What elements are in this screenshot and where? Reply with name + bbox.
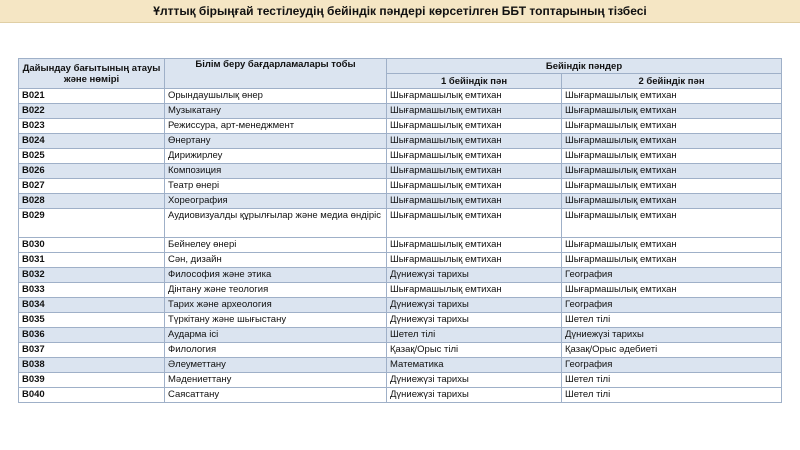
cell-subject-2: Шығармашылық емтихан [562,89,782,104]
cell-program-group: Хореография [165,194,387,209]
header-subject-1: 1 бейіндік пән [387,74,562,89]
cell-program-group: Түркітану және шығыстану [165,313,387,328]
page-title-banner [0,0,800,23]
cell-subject-2: Шығармашылық емтихан [562,209,782,238]
cell-subject-1: Шығармашылық емтихан [387,119,562,134]
header-profile-subjects: Бейіндік пәндер [387,59,782,74]
cell-subject-1: Дүниежүзі тарихы [387,373,562,388]
cell-subject-1: Шығармашылық емтихан [387,89,562,104]
table-row [19,134,782,149]
cell-subject-1: Дүниежүзі тарихы [387,298,562,313]
header-subject-2: 2 бейіндік пән [562,74,782,89]
cell-code: B024 [19,134,165,149]
cell-code: B022 [19,104,165,119]
cell-program-group: Әлеуметтану [165,358,387,373]
cell-subject-1: Шығармашылық емтихан [387,104,562,119]
cell-subject-2: Шығармашылық емтихан [562,179,782,194]
header-code-name: Дайындау бағытының атауы және нөмірі [19,59,165,89]
table-row [19,194,782,209]
table-row [19,238,782,253]
table-row [19,164,782,179]
cell-program-group: Тарих және археология [165,298,387,313]
cell-subject-2: География [562,298,782,313]
cell-code: B025 [19,149,165,164]
table-row [19,268,782,283]
cell-code: B038 [19,358,165,373]
cell-subject-1: Шетел тілі [387,328,562,343]
table-row [19,343,782,358]
cell-subject-2: Шығармашылық емтихан [562,104,782,119]
cell-code: B031 [19,253,165,268]
cell-code: B026 [19,164,165,179]
cell-code: B023 [19,119,165,134]
cell-subject-1: Шығармашылық емтихан [387,134,562,149]
table-row [19,119,782,134]
cell-code: B034 [19,298,165,313]
cell-subject-1: Шығармашылық емтихан [387,283,562,298]
cell-subject-2: Шығармашылық емтихан [562,283,782,298]
cell-subject-1: Қазақ/Орыс тілі [387,343,562,358]
cell-subject-2: Шығармашылық емтихан [562,119,782,134]
table-row [19,253,782,268]
cell-program-group: Бейнелеу өнері [165,238,387,253]
cell-subject-1: Дүниежүзі тарихы [387,268,562,283]
cell-code: B035 [19,313,165,328]
cell-subject-2: Шетел тілі [562,313,782,328]
table-row [19,358,782,373]
cell-program-group: Сән, дизайн [165,253,387,268]
cell-program-group: Филология [165,343,387,358]
cell-code: B033 [19,283,165,298]
cell-subject-1: Шығармашылық емтихан [387,194,562,209]
cell-program-group: Режиссура, арт-менеджмент [165,119,387,134]
table-row [19,149,782,164]
cell-program-group: Музыкатану [165,104,387,119]
cell-subject-2: Дүниежүзі тарихы [562,328,782,343]
cell-program-group: Орындаушылық өнер [165,89,387,104]
cell-program-group: Дінтану және теология [165,283,387,298]
cell-program-group: Аударма ісі [165,328,387,343]
page-title: Ұлттық бірыңғай тестілеудің бейіндік пәндері көрсетілген ББТ топтарының тізбесі [153,4,647,18]
cell-program-group: Театр өнері [165,179,387,194]
cell-code: B030 [19,238,165,253]
cell-subject-1: Шығармашылық емтихан [387,238,562,253]
cell-code: B021 [19,89,165,104]
cell-subject-1: Шығармашылық емтихан [387,164,562,179]
cell-subject-2: Шығармашылық емтихан [562,253,782,268]
cell-code: B028 [19,194,165,209]
cell-subject-1: Дүниежүзі тарихы [387,388,562,403]
table-row [19,328,782,343]
cell-subject-2: Шығармашылық емтихан [562,149,782,164]
cell-subject-2: Шығармашылық емтихан [562,238,782,253]
cell-program-group: Дирижирлеу [165,149,387,164]
cell-subject-2: Шетел тілі [562,373,782,388]
cell-subject-2: Қазақ/Орыс әдебиеті [562,343,782,358]
table-row [19,283,782,298]
cell-subject-2: Шығармашылық емтихан [562,134,782,149]
cell-subject-1: Дүниежүзі тарихы [387,313,562,328]
table-row [19,104,782,119]
cell-code: B027 [19,179,165,194]
cell-subject-1: Шығармашылық емтихан [387,253,562,268]
cell-subject-2: Шетел тілі [562,388,782,403]
cell-code: B040 [19,388,165,403]
cell-code: B032 [19,268,165,283]
cell-subject-2: Шығармашылық емтихан [562,194,782,209]
cell-code: B039 [19,373,165,388]
cell-code: B029 [19,209,165,238]
cell-subject-2: География [562,358,782,373]
cell-code: B036 [19,328,165,343]
table-row [19,89,782,104]
table-body [19,89,782,403]
cell-program-group: Саясаттану [165,388,387,403]
cell-subject-1: Математика [387,358,562,373]
table-row [19,179,782,194]
cell-program-group: Философия және этика [165,268,387,283]
cell-program-group: Композиция [165,164,387,179]
cell-code: B037 [19,343,165,358]
cell-subject-1: Шығармашылық емтихан [387,179,562,194]
table-row [19,209,782,238]
cell-program-group: Өнертану [165,134,387,149]
cell-subject-1: Шығармашылық емтихан [387,209,562,238]
table-row [19,373,782,388]
table-row [19,388,782,403]
cell-subject-2: География [562,268,782,283]
subjects-table [18,58,782,403]
cell-program-group: Мәдениеттану [165,373,387,388]
cell-program-group: Аудиовизуалды құрылғылар және медиа өндіріс [165,209,387,238]
cell-subject-1: Шығармашылық емтихан [387,149,562,164]
cell-subject-2: Шығармашылық емтихан [562,164,782,179]
table-row [19,313,782,328]
header-program-group: Білім беру бағдарламалары тобы [165,59,387,89]
table-row [19,298,782,313]
